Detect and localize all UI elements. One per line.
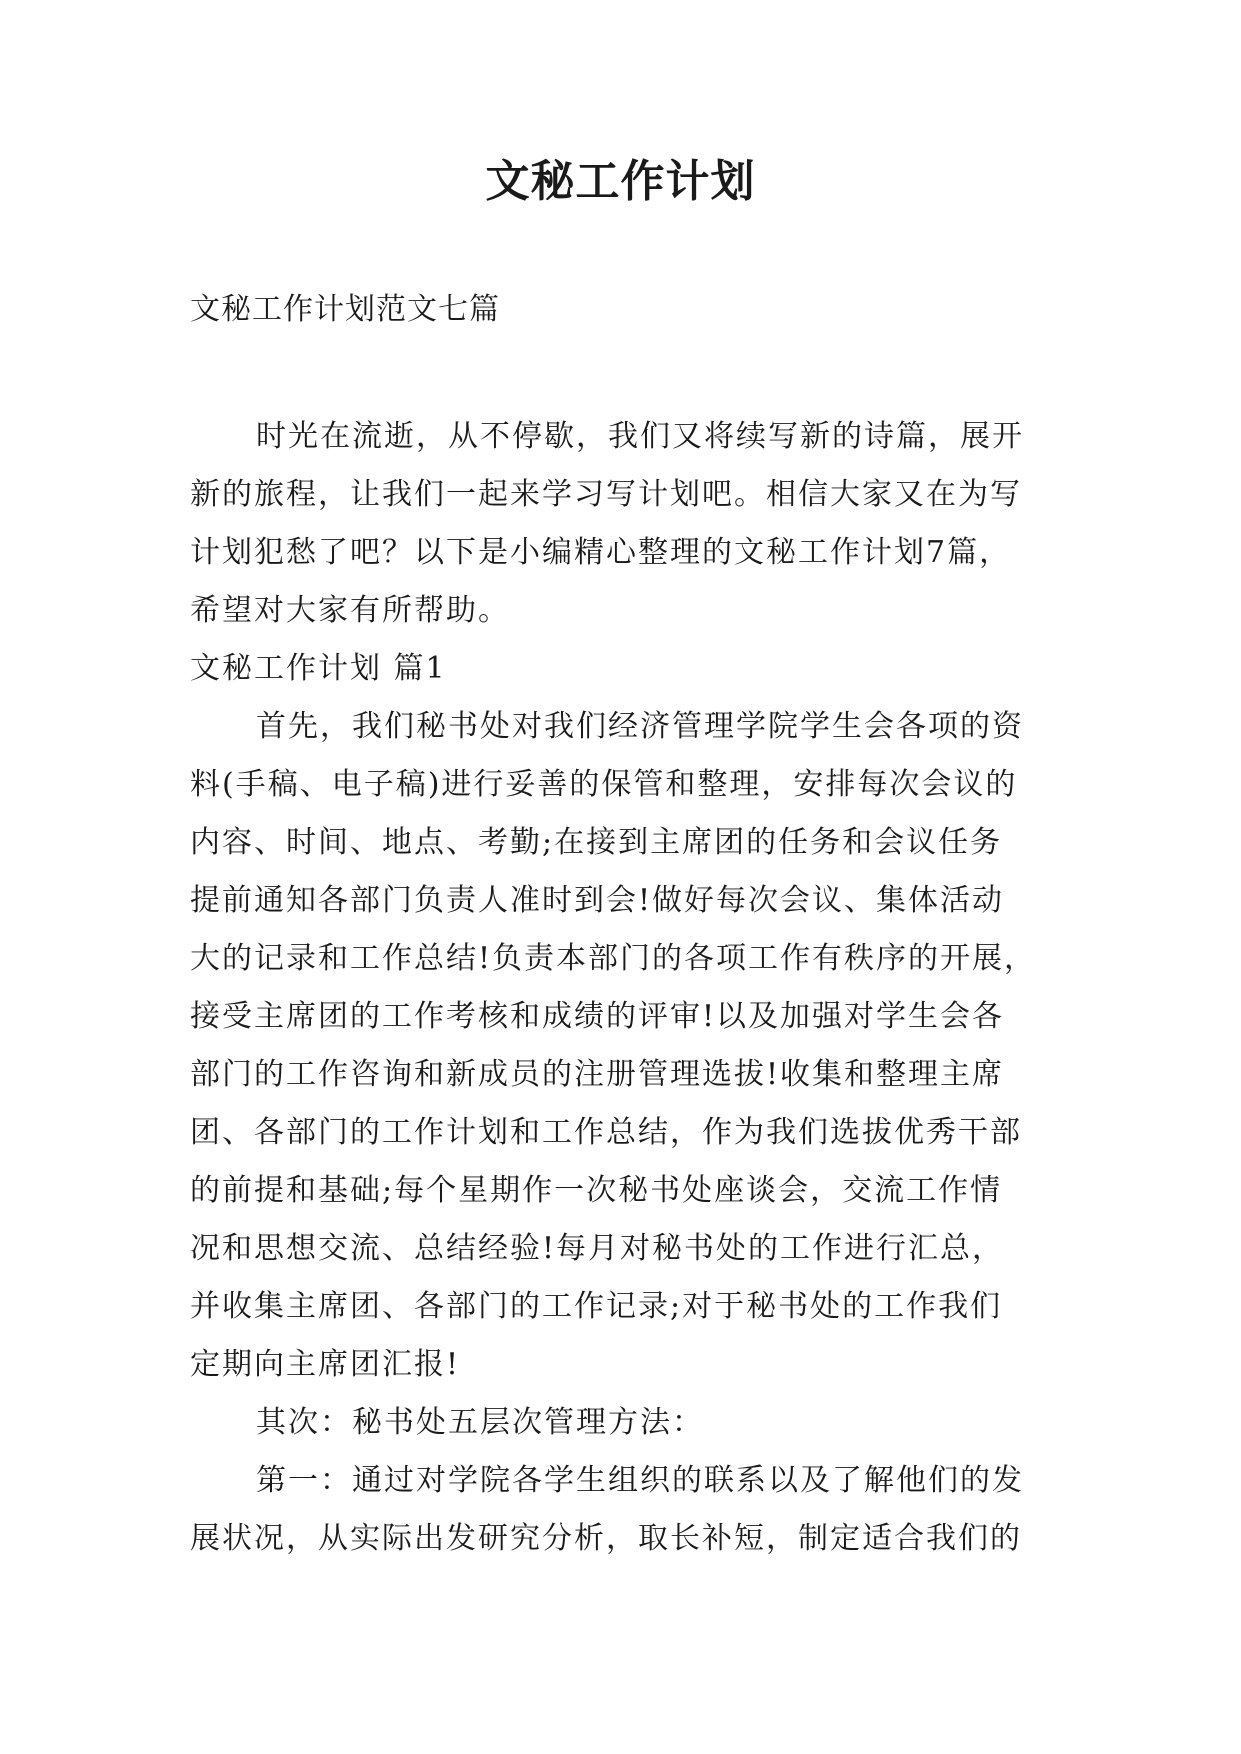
- section-heading: 文秘工作计划 篇1: [190, 651, 447, 686]
- paragraph-line: 时光在流逝，从不停歇，我们又将续写新的诗篇，展开: [256, 419, 1024, 454]
- paragraph-line: 希望对大家有所帮助。: [190, 593, 510, 628]
- paragraph-line: 展状况，从实际出发研究分析，取长补短，制定适合我们的: [190, 1521, 1022, 1556]
- paragraph-line: 新的旅程，让我们一起来学习写计划吧。相信大家又在为写: [190, 477, 1022, 512]
- paragraph-line: 况和思想交流、总结经验!每月对秘书处的工作进行汇总，: [190, 1231, 1005, 1266]
- paragraph-line: 部门的工作咨询和新成员的注册管理选拔!收集和整理主席: [190, 1057, 1005, 1092]
- paragraph-line: 团、各部门的工作计划和工作总结，作为我们选拔优秀干部: [190, 1115, 1022, 1150]
- paragraph-line: 并收集主席团、各部门的工作记录;对于秘书处的工作我们: [190, 1289, 1003, 1324]
- document-subtitle: 文秘工作计划范文七篇: [190, 292, 500, 327]
- paragraph-line: 第一：通过对学院各学生组织的联系以及了解他们的发: [256, 1463, 1024, 1498]
- document-title: 文秘工作计划: [485, 156, 756, 207]
- document-body: [190, 408, 1070, 1568]
- paragraph-line: 首先，我们秘书处对我们经济管理学院学生会各项的资: [256, 709, 1024, 744]
- paragraph-line: 内容、时间、地点、考勤;在接到主席团的任务和会议任务: [190, 825, 1003, 860]
- paragraph-line: 接受主席团的工作考核和成绩的评审!以及加强对学生会各: [190, 999, 1005, 1034]
- paragraph-line: 大的记录和工作总结!负责本部门的各项工作有秩序的开展，: [190, 941, 1037, 976]
- paragraph-line: 提前通知各部门负责人准时到会!做好每次会议、集体活动: [190, 883, 1005, 918]
- paragraph-line: 料(手稿、电子稿)进行妥善的保管和整理，安排每次会议的: [190, 767, 1018, 802]
- paragraph-line: 其次：秘书处五层次管理方法：: [256, 1405, 704, 1440]
- paragraph-line: 的前提和基础;每个星期作一次秘书处座谈会，交流工作情: [190, 1173, 1003, 1208]
- paragraph-line: 定期向主席团汇报!: [190, 1347, 461, 1382]
- paragraph-line: 计划犯愁了吧？以下是小编精心整理的文秘工作计划7篇，: [190, 535, 1012, 570]
